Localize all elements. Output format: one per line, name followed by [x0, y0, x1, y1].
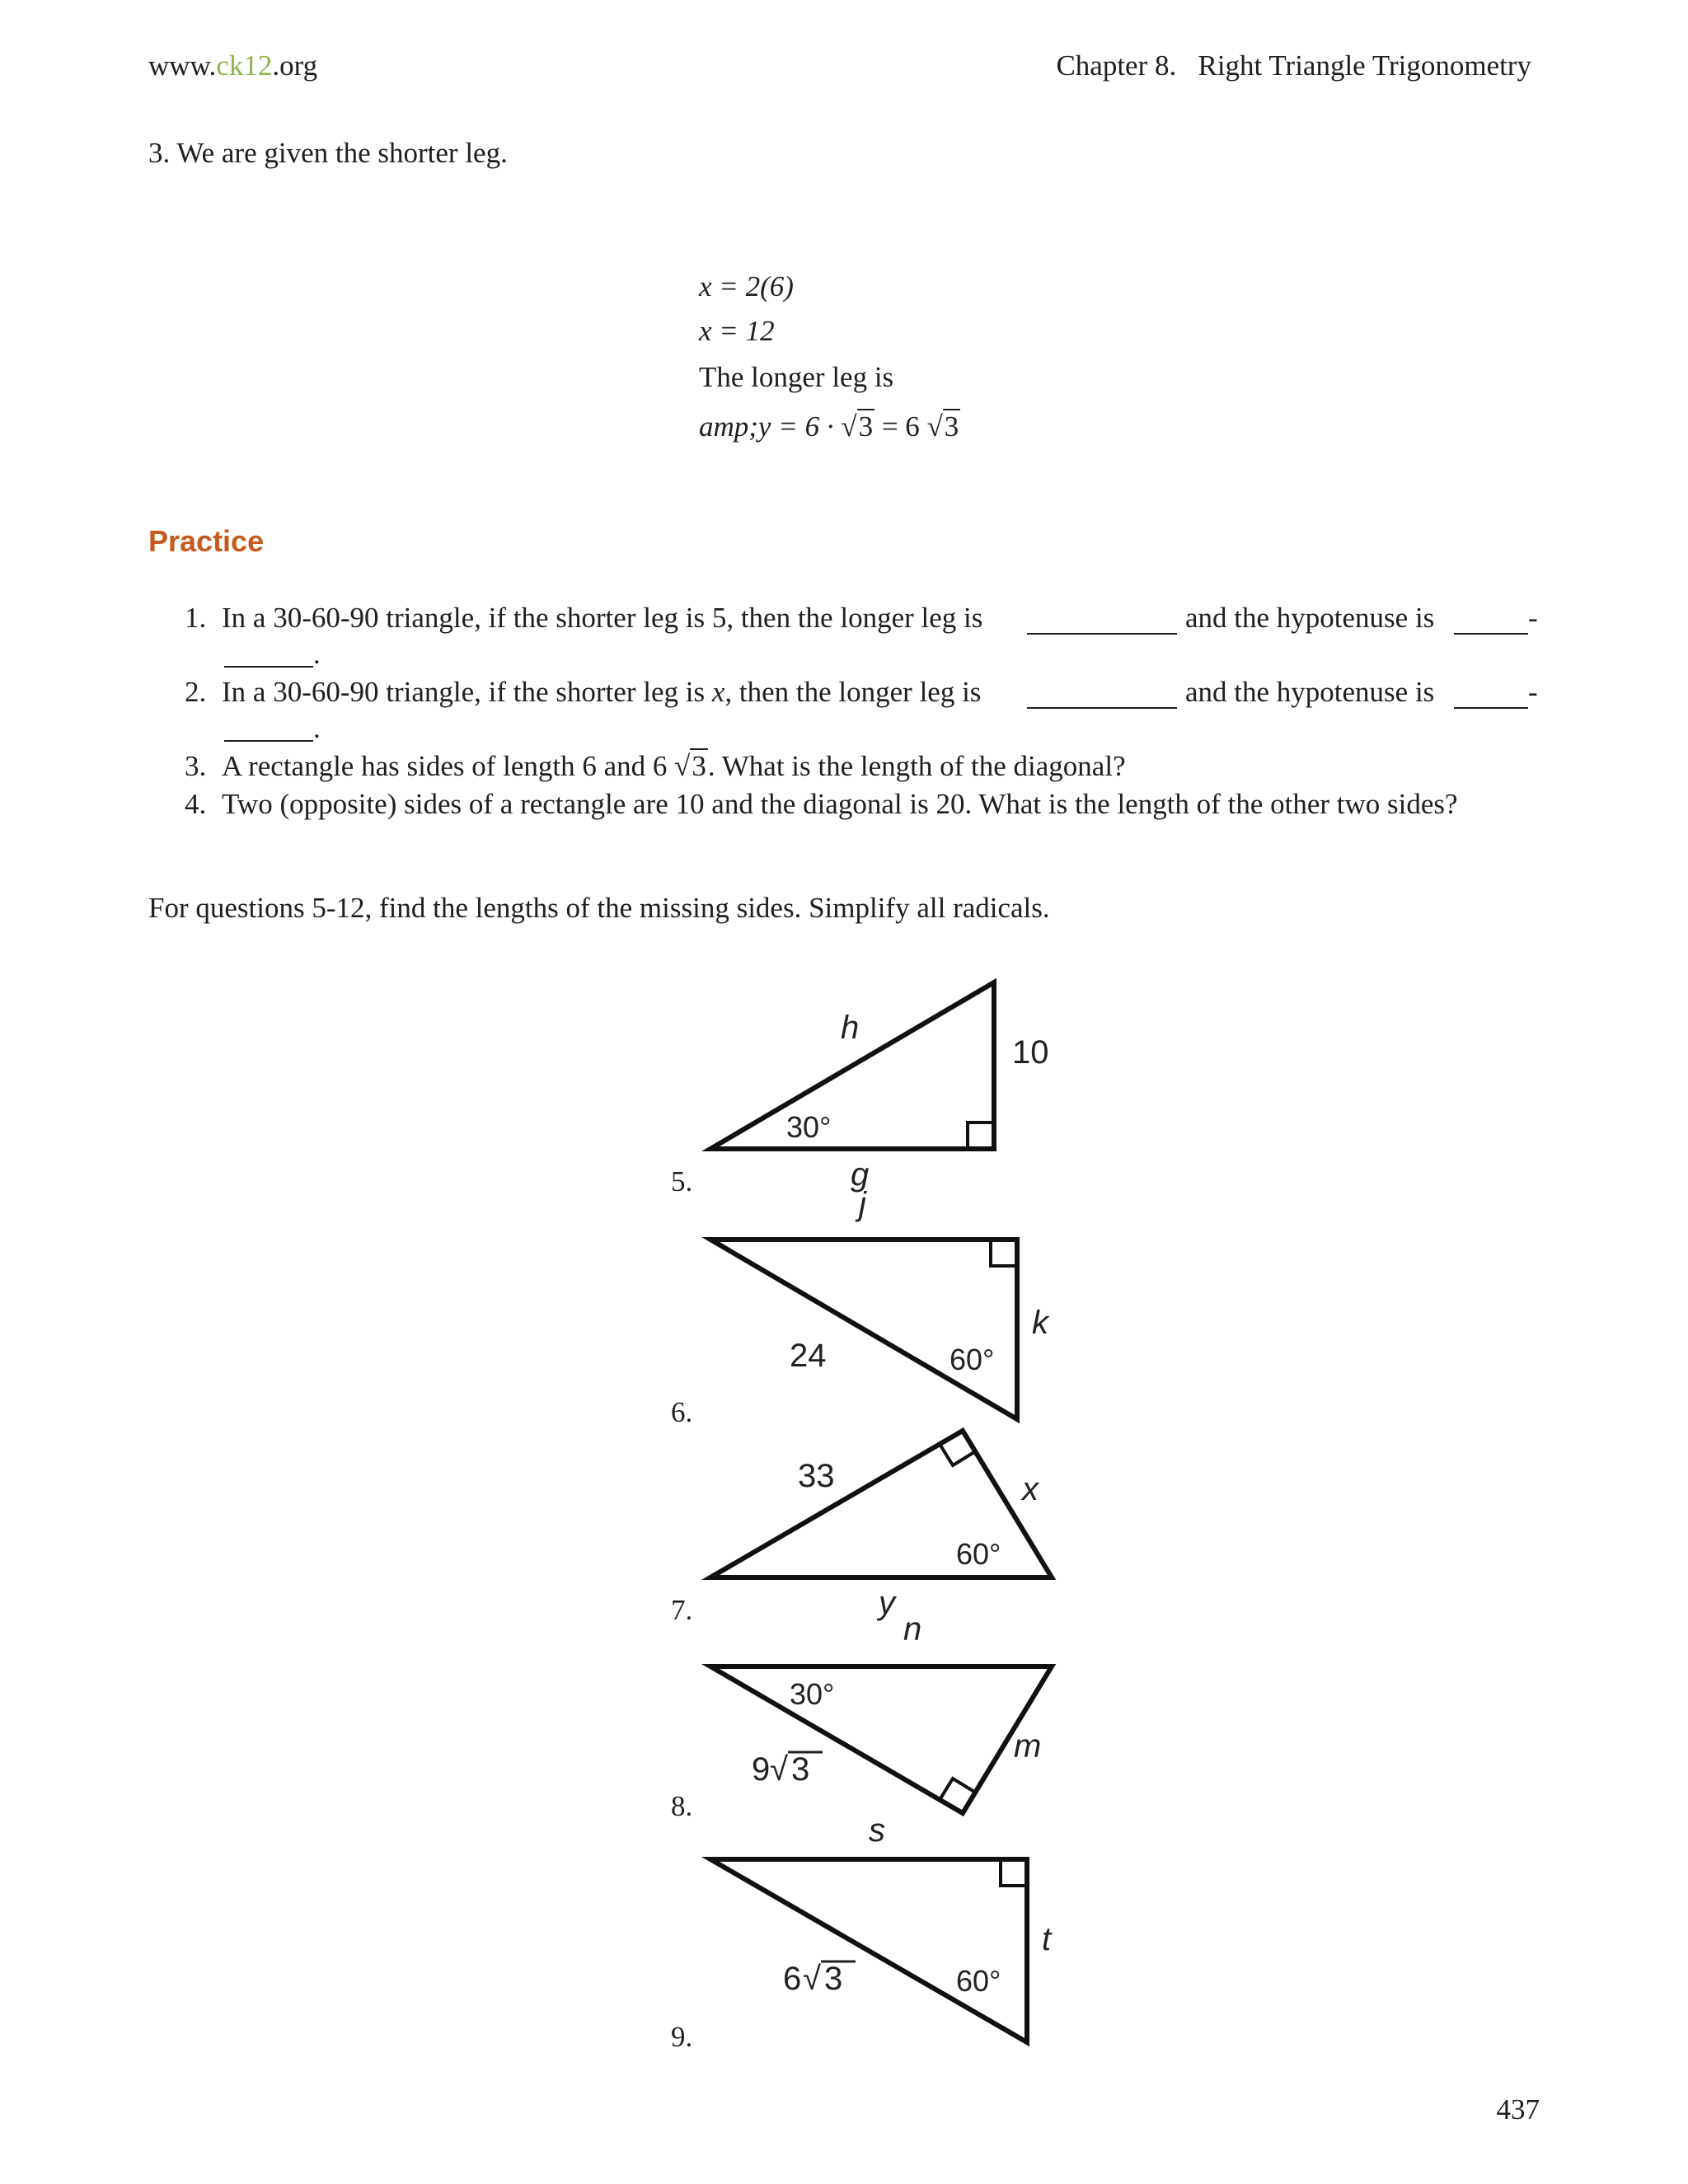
right-angle-mark-q8	[940, 1779, 974, 1800]
answer-blank[interactable]	[1027, 684, 1177, 709]
triangle-figures	[701, 964, 1071, 2064]
item-number: 3.	[185, 750, 207, 782]
label-q9-hyp-coef: 6	[783, 1961, 802, 1997]
label-q6-top: j	[859, 1186, 866, 1222]
practice-item-4	[185, 786, 1458, 823]
page-number: 437	[1496, 2093, 1540, 2125]
question-number-5: 5.	[671, 1165, 693, 1197]
answer-blank[interactable]	[1027, 610, 1177, 635]
triangle-q9	[710, 1859, 1027, 2042]
equation-line-1: x = 2(6)	[699, 270, 794, 302]
sqrt-symbol-2: √3	[926, 410, 959, 443]
site-url[interactable]	[148, 48, 317, 84]
label-q9-top: s	[869, 1812, 885, 1849]
label-q8-leg	[752, 1751, 823, 1788]
radicand: 3	[692, 750, 706, 782]
instructions: For questions 5-12, find the lengths of the missing sides. Simplify all radicals.	[148, 892, 1050, 924]
item-text: A rectangle has sides of length 6 and 6	[222, 750, 675, 782]
answer-blank-hyp-cont[interactable]	[224, 643, 313, 668]
label-q6-side: k	[1032, 1305, 1048, 1341]
equation-line-2: x = 12	[699, 315, 775, 347]
item-text-2: , then the longer leg is	[724, 676, 982, 708]
label-q9-hyp	[783, 1961, 856, 1997]
answer-blank-hyp[interactable]	[1454, 684, 1528, 709]
label-q8-side: m	[1014, 1728, 1042, 1765]
item-number: 4.	[185, 788, 207, 820]
chapter-title: Chapter 8. Right Triangle Trigonometry	[1056, 49, 1531, 82]
equation-line-4-prefix: amp;y = 6 ·	[699, 410, 842, 443]
item-number: 2.	[185, 676, 207, 708]
site-url-prefix: www.	[148, 49, 217, 82]
label-q9-hyp-rad: 3	[824, 1961, 843, 1997]
label-q9-hyp-sqrt: √	[803, 1961, 821, 1997]
answer-blank-hyp[interactable]	[1454, 610, 1528, 635]
right-angle-mark-q9	[1001, 1859, 1027, 1886]
question-number-9: 9.	[671, 2021, 693, 2053]
right-angle-mark-q6	[991, 1240, 1017, 1266]
label-q6-hyp: 24	[790, 1338, 827, 1374]
practice-item-3	[185, 748, 1126, 785]
item-text: Two (opposite) sides of a rectangle are 10 and the diagonal is 20. What is the length of the other two sides?	[222, 788, 1458, 820]
hyphen: -	[1528, 602, 1538, 634]
label-q9-side: t	[1042, 1921, 1052, 1957]
triangle-q5	[710, 982, 994, 1149]
answer-blank-hyp-cont[interactable]	[224, 717, 313, 742]
label-q6-angle: 60°	[950, 1343, 995, 1376]
question-number-6: 6.	[671, 1396, 693, 1428]
label-q8-leg-rad: 3	[791, 1751, 810, 1788]
label-q8-angle: 30°	[790, 1677, 835, 1711]
label-q7-side: x	[1022, 1471, 1039, 1507]
equation-line-4	[699, 409, 960, 445]
period: .	[313, 712, 321, 744]
item-number: 1.	[185, 602, 207, 634]
item-text-b: and the hypotenuse is	[1185, 676, 1435, 708]
item-text-b: and the hypotenuse is	[1185, 602, 1435, 634]
label-q5-leg: 10	[1012, 1034, 1049, 1071]
equation-line-4-mid: = 6	[874, 410, 927, 443]
item-variable: x	[711, 676, 725, 708]
right-angle-mark-q5	[968, 1122, 994, 1149]
practice-heading: Practice	[148, 524, 265, 558]
site-url-12: 12	[243, 49, 273, 82]
site-url-suffix: .org	[272, 49, 318, 82]
question-number-8: 8.	[671, 1790, 693, 1822]
label-q7-leg: 33	[798, 1458, 835, 1494]
radicand-1: 3	[858, 410, 874, 443]
item-text-b: . What is the length of the diagonal?	[707, 750, 1126, 782]
label-q8-leg-sqrt: √	[770, 1751, 788, 1788]
site-url-ck: ck	[216, 49, 244, 82]
solution-step: 3. We are given the shorter leg.	[148, 137, 508, 169]
label-q7-angle: 60°	[956, 1537, 1001, 1571]
hyphen: -	[1528, 676, 1538, 708]
radicand-2: 3	[944, 410, 959, 443]
label-q8-top: n	[903, 1611, 922, 1647]
label-q5-angle: 30°	[786, 1110, 832, 1144]
sqrt-symbol: √3	[674, 750, 706, 782]
equation-line-3: The longer leg is	[699, 361, 894, 393]
practice-item-2	[185, 674, 981, 710]
question-number-7: 7.	[671, 1594, 693, 1626]
right-angle-mark-q7	[940, 1444, 974, 1465]
label-q5-base: g	[851, 1156, 870, 1193]
item-text: In a 30-60-90 triangle, if the shorter leg is 5, then the longer leg is	[222, 602, 983, 634]
label-q5-hyp: h	[841, 1010, 860, 1046]
triangle-q8	[710, 1666, 1052, 1813]
label-q9-angle: 60°	[956, 1964, 1001, 1998]
sqrt-symbol: √3	[841, 410, 874, 443]
triangle-q6	[710, 1240, 1017, 1419]
item-text: In a 30-60-90 triangle, if the shorter leg is	[222, 676, 712, 708]
period: .	[313, 638, 321, 670]
label-q8-leg-coef: 9	[752, 1751, 771, 1788]
label-q7-base: y	[879, 1585, 895, 1621]
practice-item-1	[185, 600, 982, 636]
